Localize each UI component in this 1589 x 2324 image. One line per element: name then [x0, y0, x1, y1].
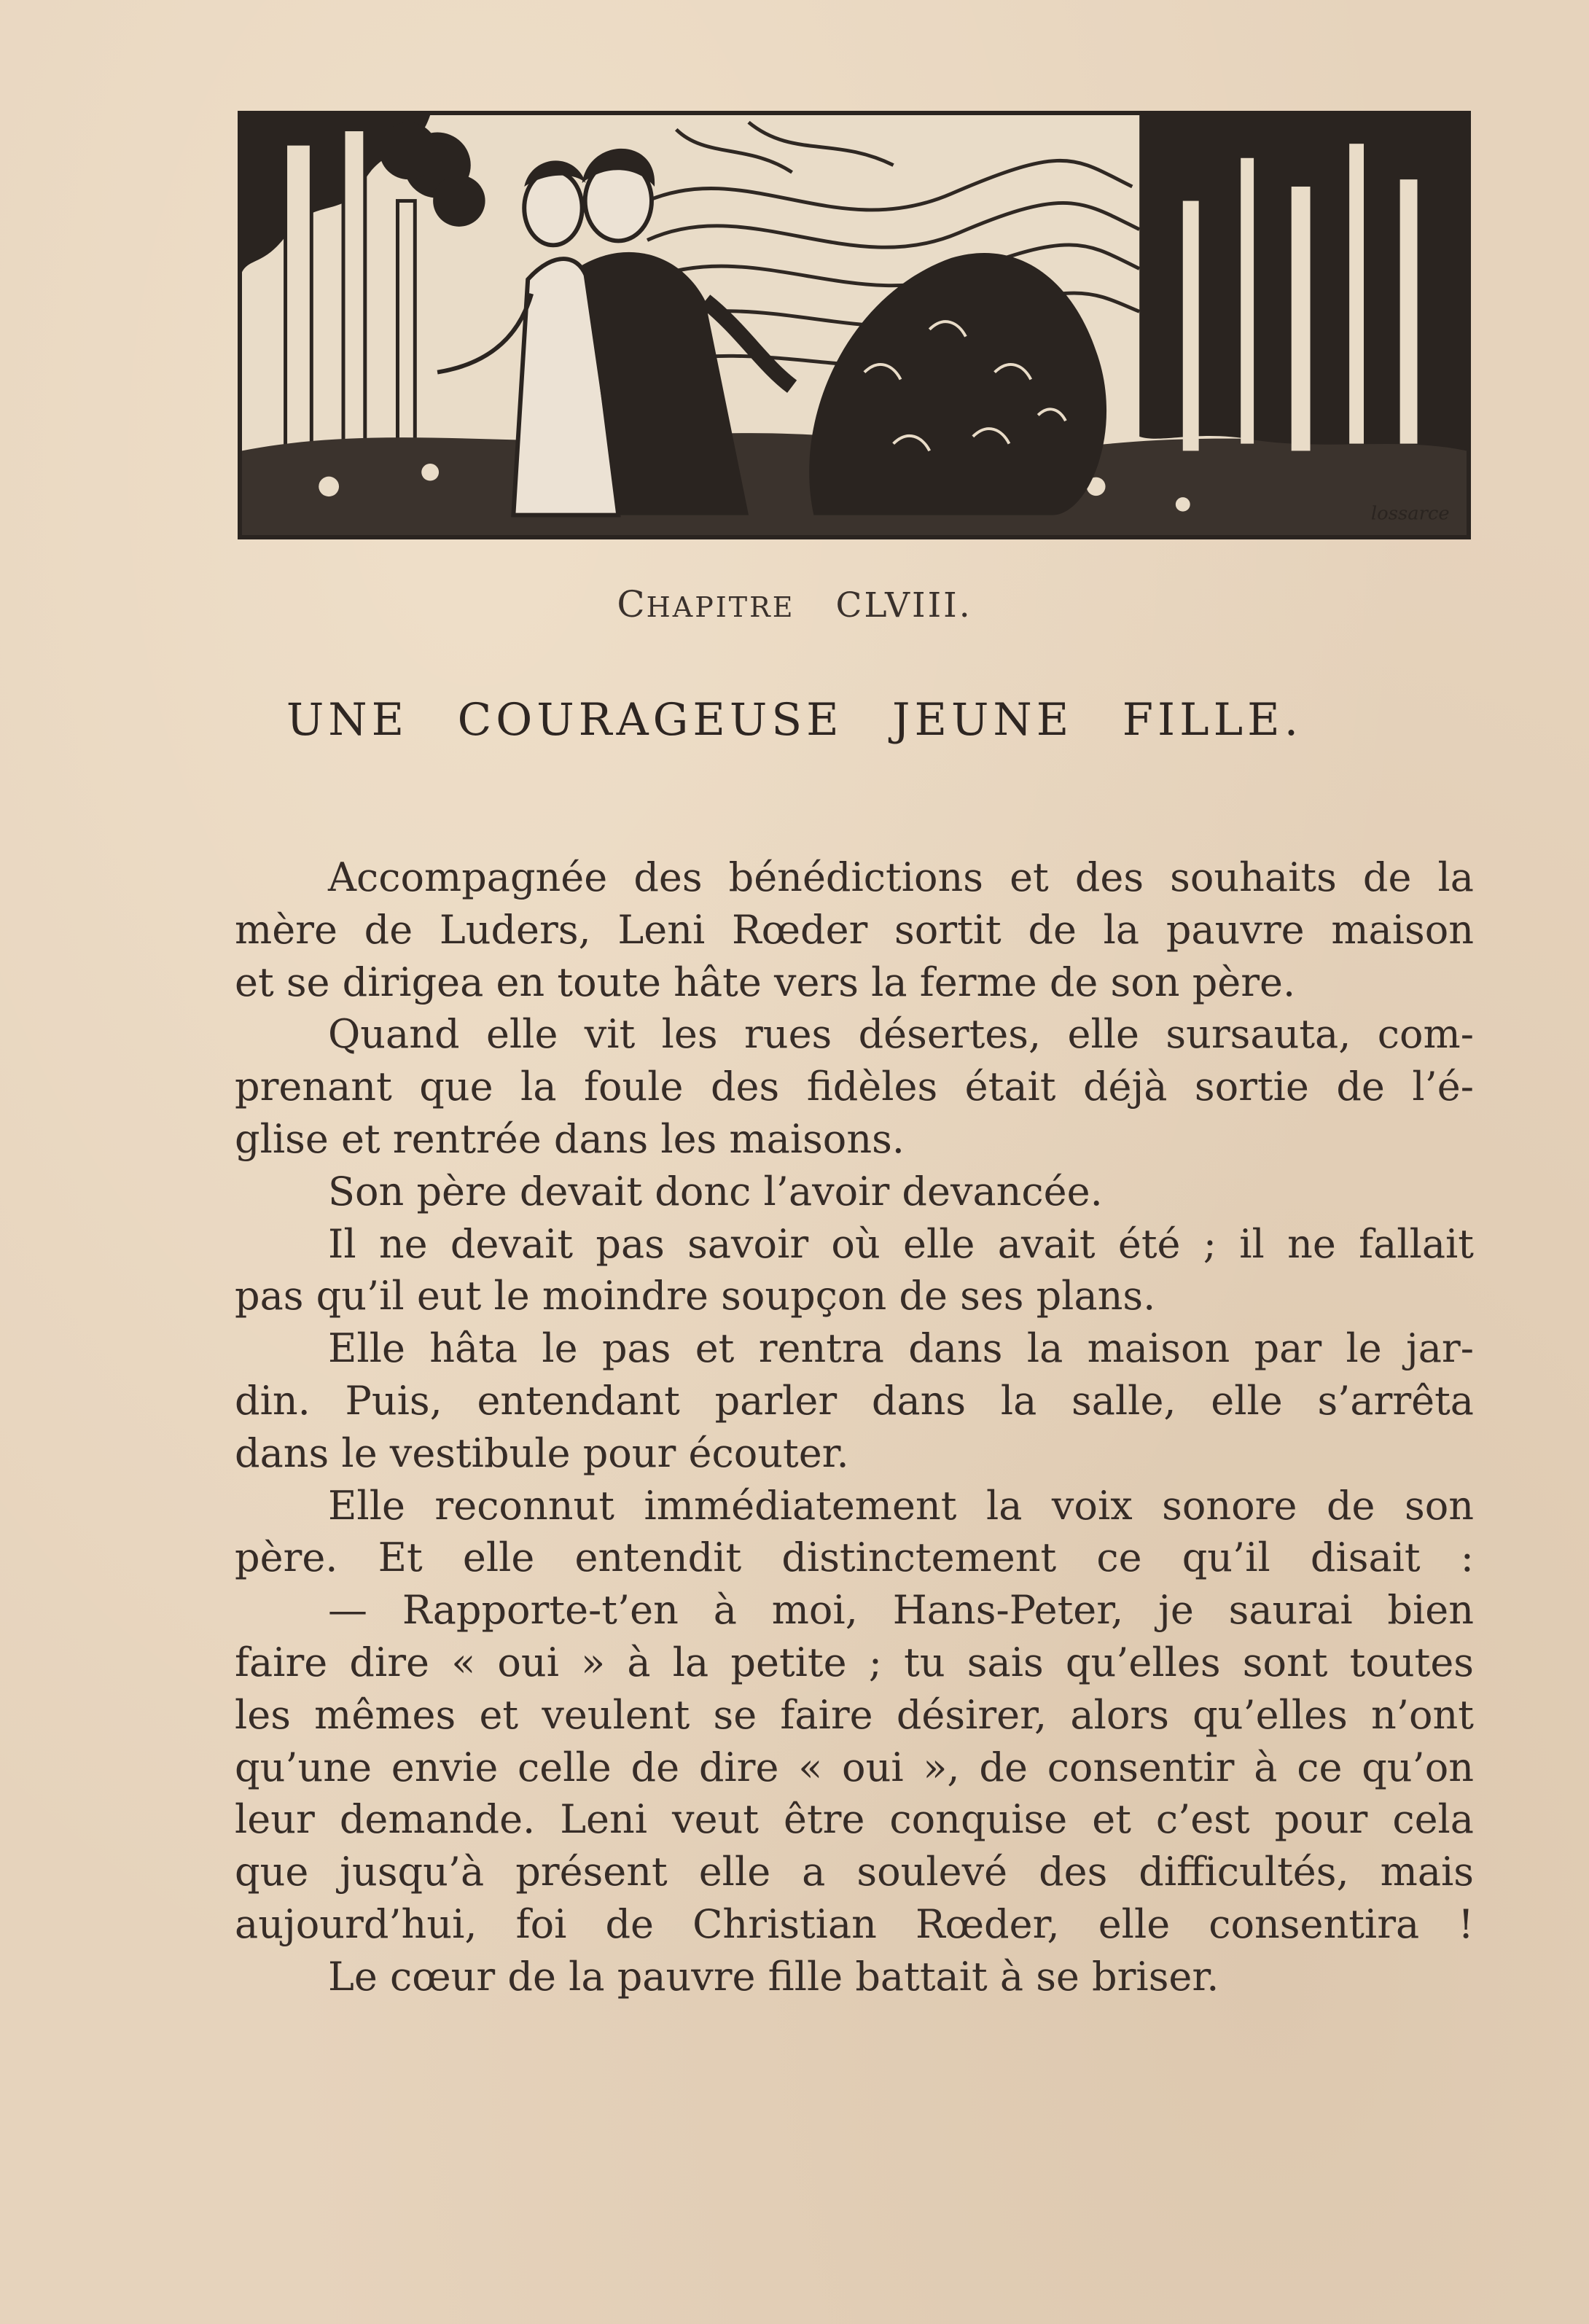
text-line: Elle hâta le pas et rentra dans la maison par le jar- — [328, 1325, 1474, 1372]
text-line: faire dire « oui » à la petite ; tu sais qu’elles sont toutes — [235, 1639, 1474, 1685]
text-line: leur demande. Leni veut être conquise et c’est pour cela — [235, 1796, 1474, 1843]
text-line: Elle reconnut immédiatement la voix sonore de son — [328, 1482, 1474, 1529]
text-line: pas qu’il eut le moindre soupçon de ses plans. — [235, 1273, 1156, 1319]
text-line: qu’une envie celle de dire « oui », de consentir à ce qu’on — [235, 1744, 1474, 1790]
text-line: que jusqu’à présent elle a soulevé des difficultés, mais — [235, 1849, 1474, 1895]
text-line: Le cœur de la pauvre fille battait à se briser. — [328, 1953, 1219, 2000]
text-line: mère de Luders, Leni Rœder sortit de la pauvre maison — [235, 906, 1474, 953]
text-line: prenant que la foule des fidèles était déjà sortie de l’é- — [235, 1064, 1474, 1110]
text-line: glise et rentrée dans les maisons. — [235, 1115, 905, 1162]
text-line: Accompagnée des bénédictions et des souhaits de la — [328, 854, 1474, 900]
text-line: aujourd’hui, foi de Christian Rœder, elle consentira ! — [235, 1900, 1474, 1947]
couple-in-garden-illustration-icon — [242, 115, 1467, 535]
text-line: et se dirigea en toute hâte vers la ferme de son père. — [235, 959, 1296, 1005]
text-line: dans le vestibule pour écouter. — [235, 1430, 849, 1476]
text-line: Son père devait donc l’avoir devancée. — [328, 1168, 1103, 1214]
text-line: Quand elle vit les rues désertes, elle sursauta, com- — [328, 1011, 1474, 1058]
chapter-label-rest: HAPITRE — [646, 591, 795, 623]
text-line: — Rapporte-t’en à moi, Hans-Peter, je saurai bien — [328, 1587, 1474, 1634]
body-text — [235, 851, 1474, 2003]
svg-text:lossarce: lossarce — [1370, 502, 1450, 525]
chapter-header-illustration — [238, 111, 1471, 539]
chapter-number: CLVIII. — [835, 585, 972, 625]
chapter-title: UNE COURAGEUSE JEUNE FILLE. — [286, 694, 1303, 746]
text-line: din. Puis, entendant parler dans la salle, elle s’arrêta — [235, 1377, 1474, 1424]
text-line: père. Et elle entendit distinctement ce qu’il disait : — [235, 1535, 1474, 1581]
text-line: les mêmes et veulent se faire désirer, alors qu’elles n’ont — [235, 1691, 1474, 1738]
chapter-label-initial: C — [617, 583, 647, 625]
text-line: Il ne devait pas savoir où elle avait été ; il ne fallait — [328, 1220, 1474, 1267]
chapter-heading — [0, 583, 1589, 625]
